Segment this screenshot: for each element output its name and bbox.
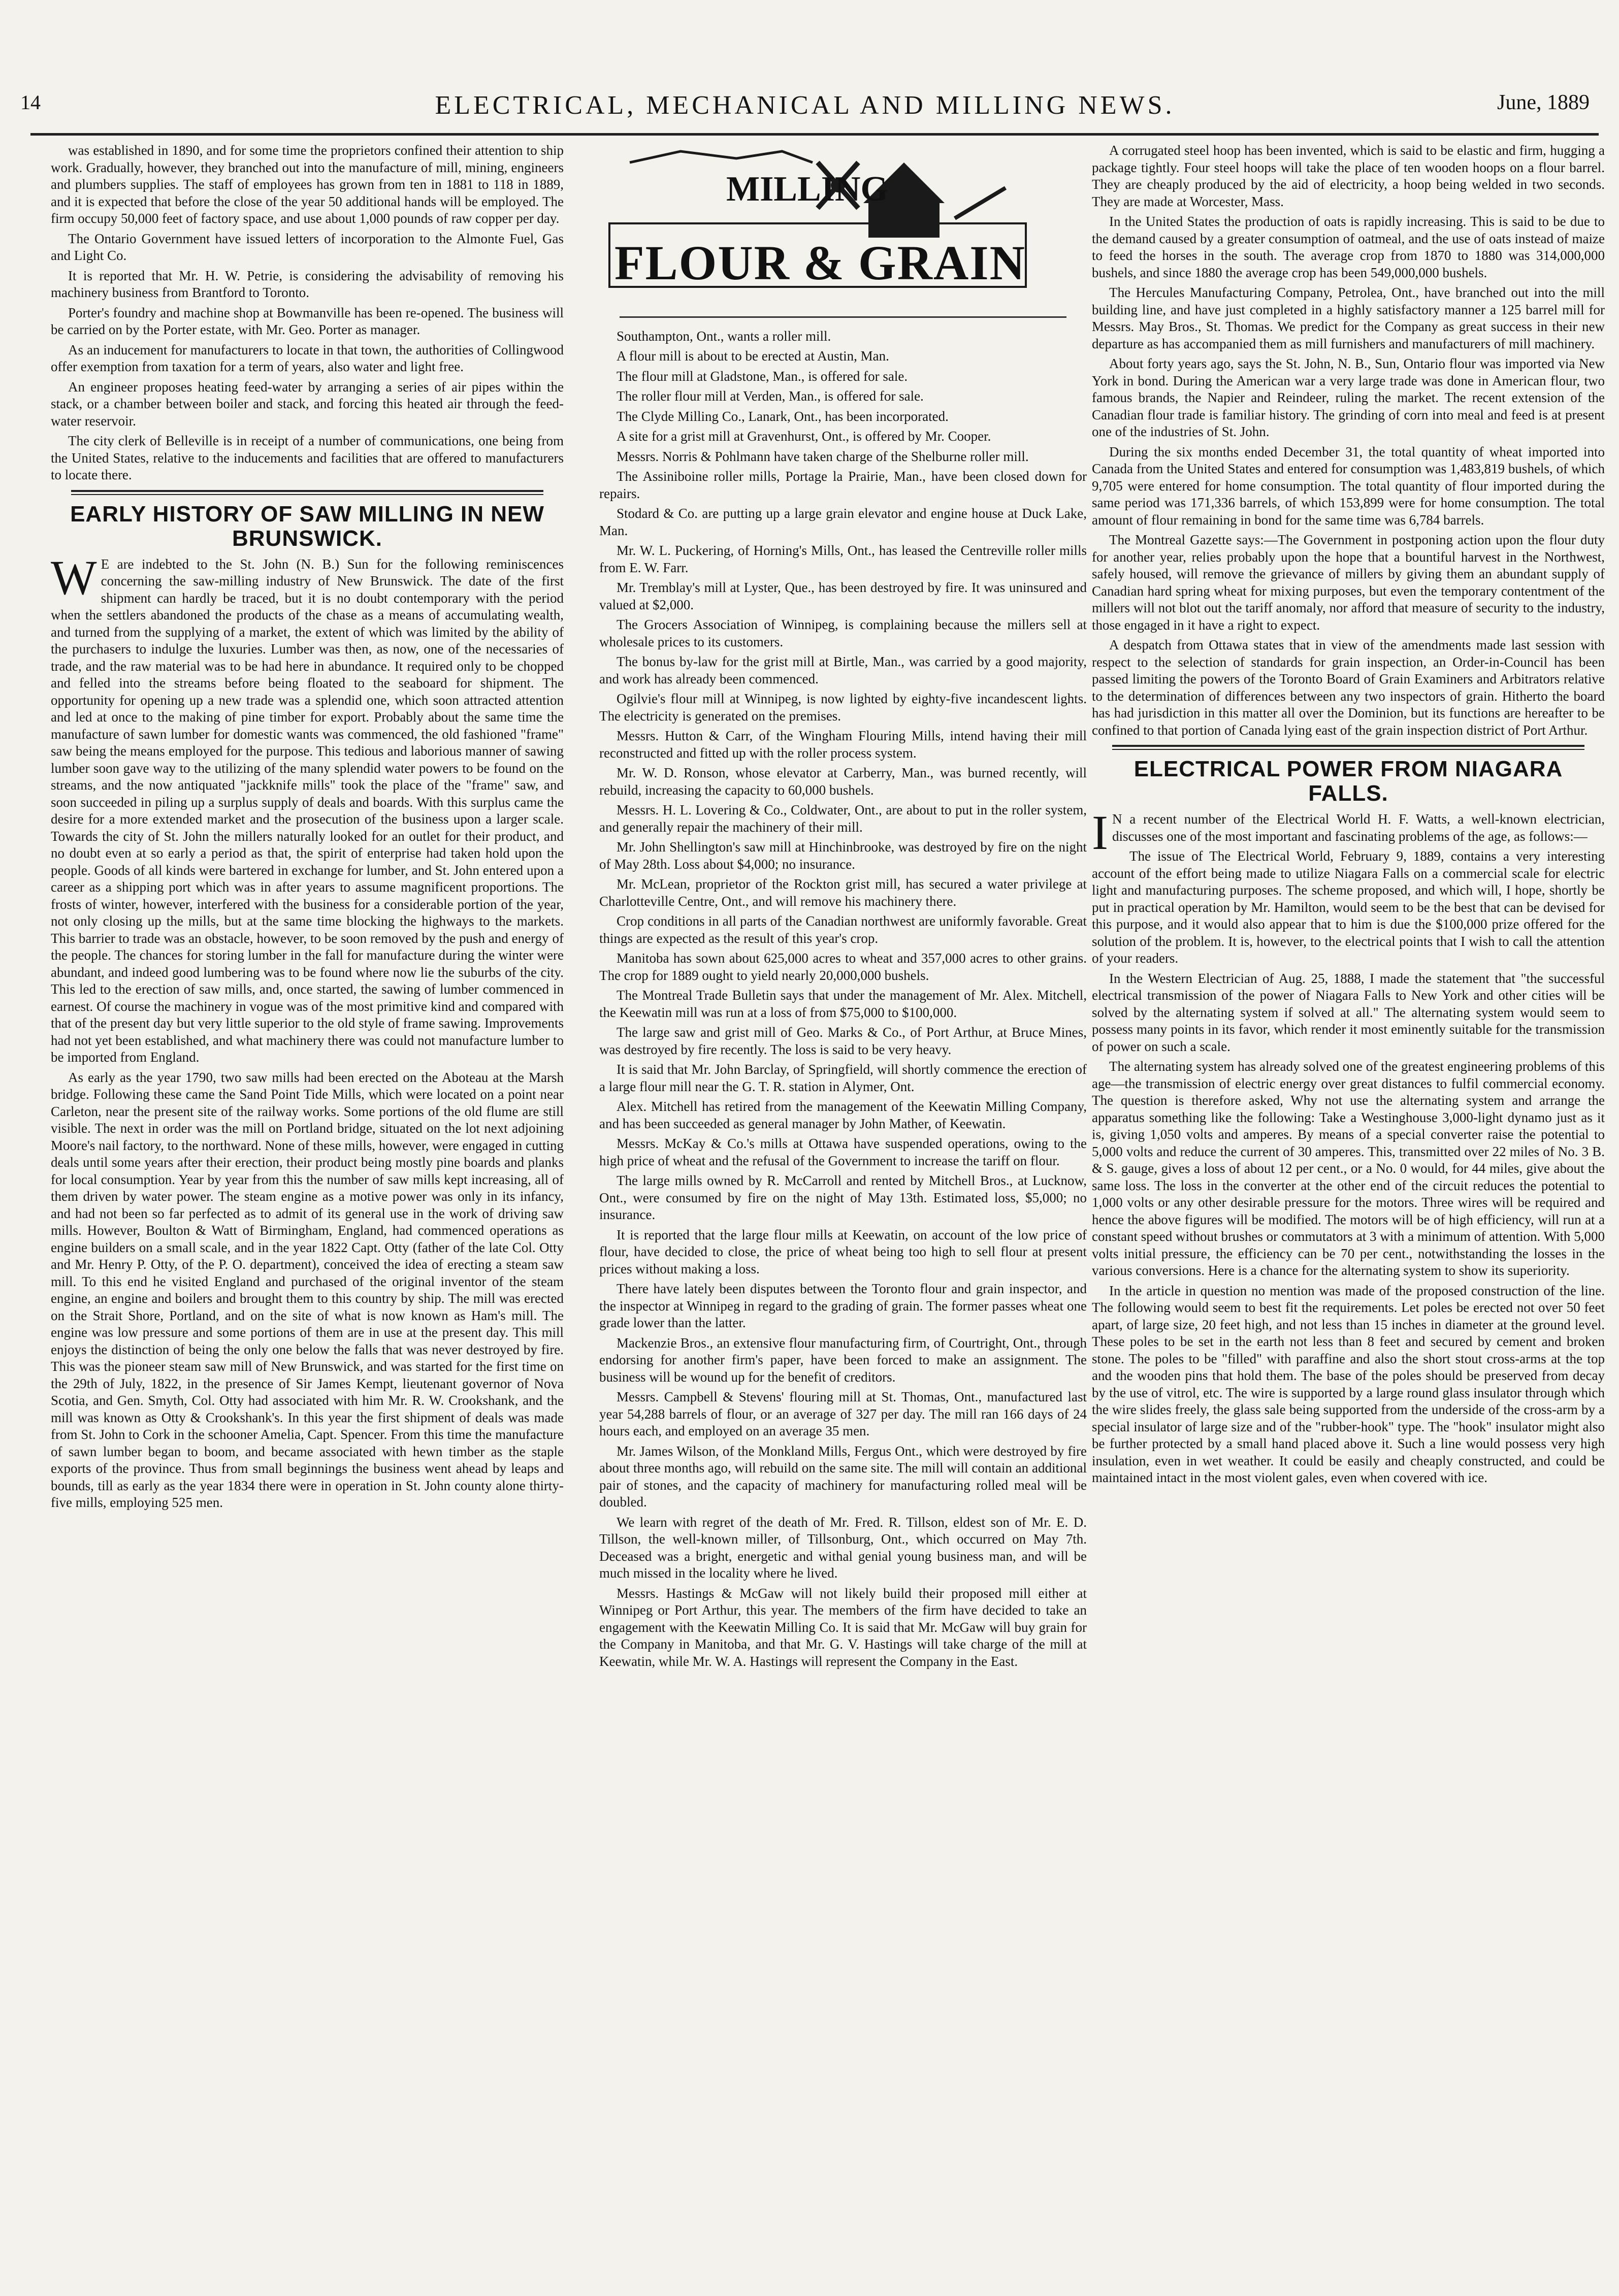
- paragraph: Alex. Mitchell has retired from the management of the Keewatin Milling Company, and has been succeeded as general manager by John Mather, of Keewatin.: [599, 1099, 1087, 1131]
- paragraph: Messrs. Hutton & Carr, of the Wingham Flouring Mills, intend having their mill reconstructed and fitted up with the roller process system.: [599, 728, 1087, 761]
- section-rule: [1112, 745, 1584, 750]
- paragraph: A corrugated steel hoop has been invented, which is said to be elastic and firm, hugging a package tightly. Four steel hoops will take the place of ten wooden hoops on a flour barrel. They are cheaply produced by the aid of electricity, a hoop being welded in two seconds. They are made at Worcester, Mass.: [1092, 143, 1605, 209]
- paragraph: The large mills owned by R. McCarroll and rented by Mitchell Bros., at Lucknow, Ont., were consumed by fire on the night of May 13th. Estimated loss, $5,000; no insurance.: [599, 1173, 1087, 1222]
- paragraph: An engineer proposes heating feed-water by arranging a series of air pipes within the stack, or a chamber between boiler and stack, and forcing this heated air through the feed-water reservoir.: [51, 379, 564, 429]
- masthead-rule: [30, 133, 1599, 136]
- paragraph: was established in 1890, and for some time the proprietors confined their attention to ship work. Gradually, however, they branched out into the manufacture of mill, mining, engineers and plumbers supplies. The staff of employees has grown from ten in 1881 to 118 in 1889, and it is expected that before the close of the year 50 additional hands will be employed. The firm occupy 50,000 feet of factory space, and use about 1,000 pounds of raw copper per day.: [51, 143, 564, 226]
- masthead: [20, 90, 1590, 131]
- paragraph: As an inducement for manufacturers to locate in that town, the authorities of Collingwood offer exemption from taxation for a term of years, also water and light free.: [51, 342, 564, 374]
- article-paragraph: In the Western Electrician of Aug. 25, 1888, I made the statement that "the successful electrical transmission of the power of Niagara Falls to New York and other cities will be solved by the alternating system if solved at all." The alternating system would seem to possess many points in its favor, which render it most eminently suitable for the transmission of power on such a scale.: [1092, 970, 1605, 1054]
- paragraph: The roller flour mill at Verden, Man., is offered for sale.: [617, 388, 924, 404]
- paragraph: Mr. W. D. Ronson, whose elevator at Carberry, Man., was burned recently, will rebuild, increasing the capacity to 60,000 bushels.: [599, 765, 1087, 798]
- article-paragraph: In the article in question no mention was made of the proposed construction of the line. The following would seem to best fit the requirements. Let poles be erected not over 50 feet apart, of large size, 20 feet high, and not less than 15 inches in diameter at the ground level. These poles to be set in the earth not less than 8 feet and secured by cement and broken stone. The poles to be "filled" with paraffine and also the short stout cross-arms at the top and the wooden pins that hold them. The base of the poles should be preserved from decay by the use of vitrol, etc. The wire is supported by a large round glass insulator through which the wire slides freely, the glass sale being supported from the underside of the cross-arm by a special insulator of large size and of the "rubber-hook" type. The "hook" insulator might also be further protected by a small hand placed above it. Such a line would possess very high insulation, even in wet weather. It could be easily and cheaply constructed, and could be maintained intact in the most violent gales, even when covered with ice.: [1092, 1283, 1605, 1485]
- paragraph: Mr. McLean, proprietor of the Rockton grist mill, has secured a water privilege at Charlotteville Centre, Ont., and will remove his machinery there.: [599, 876, 1087, 909]
- paragraph: About forty years ago, says the St. John, N. B., Sun, Ontario flour was imported via New York in bond. During the American war a very large trade was done in American flour, two famous brands, the Napier and Reindeer, ruling the market. The recent extension of the Canadian flour trade is familiar history. The grinding of corn into meal and feed is at present one of the industries of St. John.: [1092, 356, 1605, 439]
- issue-date: June, 1889: [1497, 91, 1590, 114]
- article-paragraph: The alternating system has already solved one of the greatest engineering problems of this age—the transmission of electric energy over great distances to fulfil commercial economy. The question is therefore asked, Why not use the alternating system and arrange the apparatus something like the following: Take a Westinghouse 3,000-light dynamo just as it is, giving 1,050 volts and amperes. By means of a special converter raise the potential to 5,000 volts and reduce the current of 30 amperes. This, transmitted over 22 miles of No. 3 B. & S. gauge, gives a loss of about 12 per cent., or a No. 0 would, for 44 miles, give about the same loss. The loss in the converter at the other end of the circuit reduces the potential to 1,000 volts or any other desirable pressure for the motors. Three wires will be required and hence the above figures will be modified. The motors will be of high efficiency, will run at a constant speed without brushes or commutators at 3 with a minimum of attention. With 5,000 volts initial pressure, the efficiency can be 70 per cent., notwithstanding the losses in the various conversions. Here is a chance for the alternating system to show its superiority.: [1092, 1059, 1605, 1278]
- paragraph: Ogilvie's flour mill at Winnipeg, is now lighted by eighty-five incandescent lights. The electricity is generated on the premises.: [599, 691, 1087, 724]
- drop-cap: I: [1092, 805, 1108, 860]
- logo-text-milling: MILLING: [726, 170, 888, 209]
- paragraph: Messrs. H. L. Lovering & Co., Coldwater, Ont., are about to put in the roller system, and generally repair the machinery of their mill.: [599, 802, 1087, 835]
- paragraph: The large saw and grist mill of Geo. Marks & Co., of Port Arthur, at Bruce Mines, was destroyed by fire recently. The loss is said to be very heavy.: [599, 1025, 1087, 1057]
- paragraph: In the United States the production of oats is rapidly increasing. This is said to be due to the demand caused by a greater consumption of oatmeal, and the use of oats instead of maize to feed the horses in the south. The average crop from 1870 to 1880 was 314,000,000 bushels, and since 1880 the average crop has been 549,000,000 bushels.: [1092, 214, 1605, 280]
- paragraph: We learn with regret of the death of Mr. Fred. R. Tillson, eldest son of Mr. E. D. Tillson, the well-known miller, of Tillsonburg, Ont., which occurred on May 7th. Deceased was a bright, energetic and withal genial young business man, and will be much missed in the locality where he lived.: [599, 1514, 1087, 1581]
- paragraph: The Ontario Government have issued letters of incorporation to the Almonte Fuel, Gas and Light Co.: [51, 231, 564, 263]
- paragraph: The Hercules Manufacturing Company, Petrolea, Ont., have branched out into the mill building line, and have just completed in a highly satisfactory manner a 125 barrel mill for Messrs. May Bros., St. Thomas. We predict for the Company as great success in their new departure as has accompanied them as mill furnishers and manufacturers of mill machinery.: [1092, 285, 1605, 351]
- paragraph: A site for a grist mill at Gravenhurst, Ont., is offered by Mr. Cooper.: [617, 429, 991, 444]
- paragraph: Stodard & Co. are putting up a large grain elevator and engine house at Duck Lake, Man.: [599, 506, 1087, 538]
- paragraph: The Grocers Association of Winnipeg, is complaining because the millers sell at wholesale prices to its customers.: [599, 617, 1087, 649]
- publication-title: ELECTRICAL, MECHANICAL AND MILLING NEWS.: [435, 91, 1175, 120]
- drop-cap: W: [51, 550, 97, 605]
- article-text: E are indebted to the St. John (N. B.) Sun for the following reminiscences concerning the saw-milling industry of New Brunswick. The date of the first shipment can hardly be traced, but it is no doubt contemporary with the period when the settlers abandoned the products of the chase as a means of accumulating wealth, and turned from the supplying of a market, the extent of which was limited by the ability of the purchasers to indulge the luxuries. Lumber was then, as now, one of the necessaries of trade, and the raw material was to be had here in abundance. It required only to be chopped and felled into the streams before being floated to the seaboard for shipment. The opportunity for opening up a new trade was a splendid one, which soon attracted attention and led at once to the making of pine timber for export. Probably about the same time the manufacture of sawn lumber for domestic wants was commenced, the old fashioned "frame" saw being the means employed for the purpose. This tedious and laborious manner of sawing lumber soon gave way to the utilizing of the many splendid water powers to be found on the streams, and the now antiquated "jackknife mills" took the place of the "frame" saw, and soon succeeded in piling up a surplus supply of deals and boards. With this surplus came the desire for a more extended market and the prosecution of the business upon a larger scale. Towards the city of St. John the millers naturally looked for an outlet for their product, and no doubt even at so early a period as that, the spirit of enterprise had taken hold upon the people. Goods of all kinds were bartered in exchange for lumber, and St. John entered upon a career as a shipping port which was in after years to assume magnificent proportions. The frosts of winter, however, interfered with the business for a considerable portion of the year, not only closing up the mills, but at the same time blocking the highways to the markets. This barrier to trade was an obstacle, however, to be soon removed by the push and energy of the people. The chances for storing lumber in the fall for manufacture during the winter were abundant, and indeed good lumbering was to be found where now lie the suburbs of the city. This led to the erection of saw mills, and, once started, the sawing of lumber commenced in earnest. Of course the machinery in vogue was of the most primitive kind and compared with that of the present day but very little superior to the old style of frame sawing. Improvements had not yet been established, and what machinery there was could not manufacture lumber to be imported from England.: [51, 556, 564, 1065]
- paragraph: Crop conditions in all parts of the Canadian northwest are uniformly favorable. Great things are expected as the result of this year's crop.: [599, 913, 1087, 946]
- paragraph: Mr. James Wilson, of the Monkland Mills, Fergus Ont., which were destroyed by fire about three months ago, will rebuild on the same site. The mill will contain an additional pair of stones, and the capacity of machinery for manufacturing rolled meal will be doubled.: [599, 1443, 1087, 1510]
- paragraph: During the six months ended December 31, the total quantity of wheat imported into Canada from the United States and entered for consumption was 1,483,819 bushels, of which 9,705 were entered for home consumption. The total quantity of flour imported during the same period was 171,336 barrels, of which 153,899 were for home consumption. The total amount of flour remaining in bond for the same time was 6,784 barrels.: [1092, 444, 1605, 528]
- column-1: [51, 142, 564, 1515]
- section-rule: [71, 490, 543, 495]
- column-3: [1092, 142, 1605, 1490]
- column-2: [599, 142, 1087, 1673]
- paragraph: Manitoba has sown about 625,000 acres to wheat and 357,000 acres to other grains. The crop for 1889 ought to yield nearly 20,000,000 bushels.: [599, 950, 1087, 983]
- paragraph: Messrs. Hastings & McGaw will not likely build their proposed mill either at Winnipeg or Port Arthur, this year. The members of the firm have decided to take an engagement with the Keewatin Milling Co. It is said that Mr. McGaw will buy grain for the Company in Manitoba, and that Mr. G. V. Hastings will take charge of the mill at Keewatin, while Mr. W. A. Hastings will represent the Company in the East.: [599, 1585, 1087, 1669]
- logo-text-flour-grain: FLOUR & GRAIN: [614, 236, 1026, 290]
- paragraph: Porter's foundry and machine shop at Bowmanville has been re-opened. The business will be carried on by the Porter estate, with Mr. Geo. Porter as manager.: [51, 305, 564, 337]
- article-text: N a recent number of the Electrical World H. F. Watts, a well-known electrician, discusses one of the most important and fascinating problems of the age, as follows:—: [1112, 811, 1605, 844]
- paragraph: The city clerk of Belleville is in receipt of a number of communications, one being from the United States, relative to the inducements and facilities that are offered to manufacturers to locate there.: [51, 433, 564, 482]
- paragraph: Messrs. Norris & Pohlmann have taken charge of the Shelburne roller mill.: [617, 448, 1029, 464]
- paragraph: The Clyde Milling Co., Lanark, Ont., has been incorporated.: [617, 408, 949, 424]
- headline-saw-milling: EARLY HISTORY OF SAW MILLING IN NEW BRUNSWICK.: [70, 501, 544, 551]
- paragraph: Mackenzie Bros., an extensive flour manufacturing firm, of Courtright, Ont., through endorsing for another firm's paper, have been forced to make an assignment. The business will be wound up for the benefit of creditors.: [599, 1335, 1087, 1385]
- milling-flour-grain-logo: [599, 142, 1036, 294]
- paragraph: It is reported that the large flour mills at Keewatin, on account of the low price of flour, have decided to close, the price of wheat being too high to sell flour at present prices without making a loss.: [599, 1227, 1087, 1276]
- paragraph: The Assiniboine roller mills, Portage la Prairie, Man., have been closed down for repairs.: [599, 469, 1087, 501]
- paragraph: Messrs. Campbell & Stevens' flouring mill at St. Thomas, Ont., manufactured last year 54,288 barrels of flour, or an average of 327 per day. The mill ran 166 days of 24 hours each, and employed on an average 35 men.: [599, 1389, 1087, 1438]
- article-paragraph: [51, 550, 564, 1066]
- paragraph: A despatch from Ottawa states that in view of the amendments made last session with respect to the selection of standards for grain inspection, an Order-in-Council has been passed limiting the powers of the Toronto Board of Grain Examiners and Arbitrators relative to the determination of differences between any two inspectors of grain. Hitherto the board has had jurisdiction in this matter all over the Dominion, but its functions are hereafter to be confined to that portion of Canada lying east of the grain inspection district of Port Arthur.: [1092, 637, 1605, 738]
- paragraph: Southampton, Ont., wants a roller mill.: [617, 328, 831, 344]
- headline-niagara-power: ELECTRICAL POWER FROM NIAGARA FALLS.: [1134, 757, 1563, 806]
- article-paragraph: The issue of The Electrical World, February 9, 1889, contains a very interesting account of the effort being made to utilize Niagara Falls on a commercial scale for electric light and manufacturing purposes. The scheme proposed, and which will, I hope, shortly be put in practical operation by Mr. Hamilton, would seem to be the best that can be devised for this purpose, and it would also appear that to him is due the $100,000 prize offered for the solution of the problem. It is, however, to the electrical points that I wish to call the attention of your readers.: [1092, 848, 1605, 966]
- page-number: 14: [20, 91, 41, 114]
- paragraph: Mr. John Shellington's saw mill at Hinchinbrooke, was destroyed by fire on the night of May 28th. Loss about $4,000; no insurance.: [599, 839, 1087, 872]
- paragraph: It is said that Mr. John Barclay, of Springfield, will shortly commence the erection of a large flour mill near the G. T. R. station in Alymer, Ont.: [599, 1062, 1087, 1094]
- paragraph: It is reported that Mr. H. W. Petrie, is considering the advisability of removing his machinery business from Brantford to Toronto.: [51, 268, 564, 300]
- paragraph: Messrs. McKay & Co.'s mills at Ottawa have suspended operations, owing to the high price of wheat and the refusal of the Government to increase the tariff on flour.: [599, 1136, 1087, 1168]
- paragraph: Mr. W. L. Puckering, of Horning's Mills, Ont., has leased the Centreville roller mills from E. W. Farr.: [599, 543, 1087, 575]
- paragraph: The Montreal Trade Bulletin says that under the management of Mr. Alex. Mitchell, the Keewatin mill was run at a loss of from $75,000 to $100,000.: [599, 988, 1087, 1020]
- paragraph: A flour mill is about to be erected at Austin, Man.: [617, 348, 889, 364]
- paragraph: Mr. Tremblay's mill at Lyster, Que., has been destroyed by fire. It was uninsured and valued at $2,000.: [599, 580, 1087, 612]
- paragraph: There have lately been disputes between the Toronto flour and grain inspector, and the inspector at Winnipeg in regard to the grading of grain. The former passes wheat one grade lower than the latter.: [599, 1281, 1087, 1330]
- paragraph: The flour mill at Gladstone, Man., is offered for sale.: [617, 368, 908, 384]
- logo-rule: [620, 316, 1066, 318]
- article-paragraph: As early as the year 1790, two saw mills had been erected on the Aboteau at the Marsh bridge. Following these came the Sand Point Tide Mills, which were located on a point near Carleton, near the present site of the railway works. Some portions of the old flume are still visible. The next in order was the mill on Portland bridge, situated on the lot next adjoining Moore's nail factory, to the northward. None of these mills, however, were engaged in cutting deals until some years after their erection, their product being mostly pine boards and planks for local consumption. Year by year from this the number of saw mills kept increasing, all of them driven by water power. The steam engine as a motive power was only in its infancy, and had not been so far perfected as to admit of its general use in the work of driving saw mills. However, Boulton & Watt of Birmingham, England, had commenced operations as engine builders on a small scale, and in the year 1822 Capt. Otty (father of the late Col. Otty and Mr. Henry P. Otty, of the P. O. department), conceived the idea of erecting a steam saw mill. To this end he visited England and purchased of the original inventor of the steam engine, an engine and boilers and brought them to this country by ship. The mill was erected on the Strait Shore, Portland, and on the site of what is now known as Ham's mill. The engine was low pressure and some portions of them are in use at the present day. This mill enjoys the distinction of being the only one below the falls that was never destroyed by fire. This was the pioneer steam saw mill of New Brunswick, and was started for the first time on the 29th of July, 1822, in the presence of Sir James Kempt, lieutenant governor of Nova Scotia, and Gen. Smyth, Col. Otty had associated with him Mr. R. W. Crookshank, and the mill was known as Otty & Crookshank's. In this year the first shipment of deals was made from St. John to Cork in the schooner Amelia, Capt. Spencer. From this time the manufacture of sawn lumber began to boom, and became associated with hewn timber as the staple exports of the province. Thus from small beginnings the business went ahead by leaps and bounds, till as early as the year 1834 there were in operation in St. John county alone thirty-five mills, employing 525 men.: [51, 1069, 564, 1510]
- paragraph: The Montreal Gazette says:—The Government in postponing action upon the flour duty for another year, relies probably upon the hope that a bountiful harvest in the Northwest, safely housed, will remove the grievance of millers by giving them an abundant supply of Canadian hard spring wheat for mixing purposes, but even the temporary contentment of the millers will not blot out the tariff anomaly, nor afford that measure of security to the industry, those engaged in it have a right to expect.: [1092, 532, 1605, 633]
- paragraph: The bonus by-law for the grist mill at Birtle, Man., was carried by a good majority, and work has already been commenced.: [599, 654, 1087, 686]
- article-paragraph: [1092, 805, 1605, 860]
